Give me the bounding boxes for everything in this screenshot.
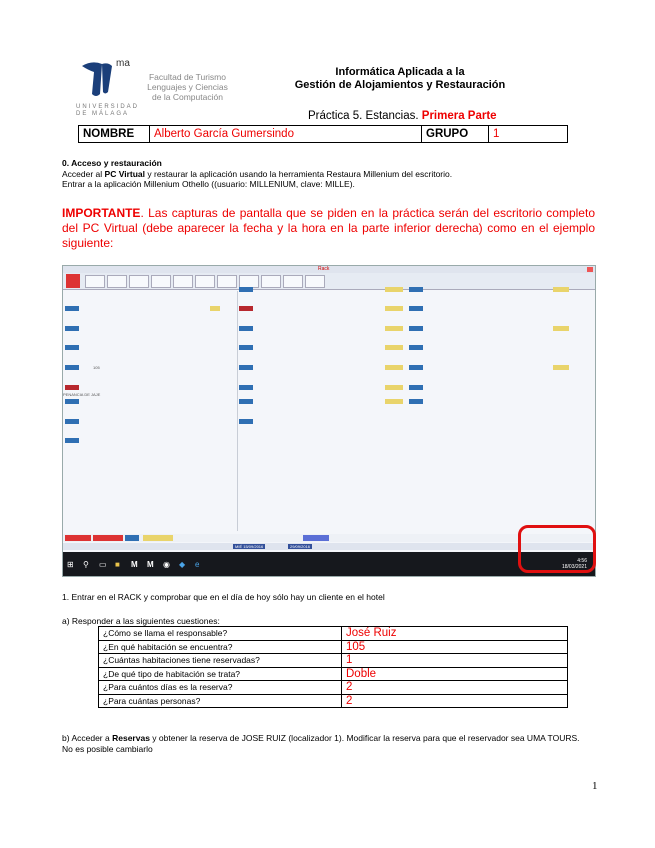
millenium-icon: M bbox=[131, 560, 138, 569]
room-number: 105 bbox=[93, 365, 100, 370]
table-row: ¿De qué tipo de habitación se trata? Doble bbox=[99, 667, 568, 681]
date-label: MIÉ 15/09/2016 bbox=[235, 544, 264, 549]
toolbar-button bbox=[85, 275, 105, 288]
taskbar bbox=[63, 552, 595, 576]
room-block bbox=[385, 385, 403, 390]
room-block bbox=[239, 287, 253, 292]
question-b: b) Acceder a Reservas y obtener la reserva de JOSE RUIZ (localizador 1). Modificar la reserva para que el reservador sea UMA TOURS. No es posible cambiarlo bbox=[62, 733, 580, 754]
toolbar-button bbox=[107, 275, 127, 288]
room-block bbox=[409, 345, 423, 350]
table-row: ¿Cuántas habitaciones tiene reservadas? 1 bbox=[99, 654, 568, 668]
room-block bbox=[553, 365, 569, 370]
room-block bbox=[385, 345, 403, 350]
questions-table bbox=[98, 626, 568, 708]
room-block bbox=[385, 365, 403, 370]
room-block bbox=[239, 385, 253, 390]
room-block bbox=[239, 419, 253, 424]
room-block bbox=[239, 345, 253, 350]
room-block bbox=[553, 326, 569, 331]
folder-icon: ■ bbox=[115, 560, 120, 569]
toolbar-button bbox=[283, 275, 303, 288]
page-number: 1 bbox=[592, 780, 598, 792]
university-name: UNIVERSIDAD DE MÁLAGA bbox=[76, 104, 140, 117]
grupo-label: GRUPO bbox=[422, 126, 489, 143]
room-block bbox=[65, 326, 79, 331]
legend-item bbox=[65, 535, 91, 541]
millenium-icon: M bbox=[147, 560, 154, 569]
room-block bbox=[409, 399, 423, 404]
important-label: IMPORTANTE bbox=[62, 206, 141, 220]
clock-highlight-circle bbox=[518, 525, 596, 573]
room-block bbox=[65, 365, 79, 370]
toolbar-button bbox=[261, 275, 281, 288]
room-block bbox=[409, 365, 423, 370]
legend-item bbox=[125, 535, 139, 541]
room-block bbox=[239, 326, 253, 331]
room-block bbox=[65, 385, 79, 390]
room-block bbox=[409, 306, 423, 311]
start-icon: ⊞ bbox=[67, 560, 74, 569]
room-block bbox=[65, 399, 79, 404]
nombre-value: Alberto García Gumersindo bbox=[150, 126, 422, 143]
app-icon: ◆ bbox=[179, 560, 186, 569]
date-bar bbox=[63, 543, 595, 550]
room-block bbox=[65, 345, 79, 350]
taskview-icon: ▭ bbox=[99, 560, 107, 569]
student-table bbox=[78, 125, 568, 143]
room-block bbox=[553, 287, 569, 292]
nombre-label: NOMBRE bbox=[79, 126, 150, 143]
question-a-intro: a) Responder a las siguientes cuestiones: bbox=[62, 616, 220, 626]
logo-text: ma bbox=[116, 58, 130, 69]
room-block bbox=[239, 399, 253, 404]
room-block bbox=[409, 385, 423, 390]
section-access: 0. Acceso y restauración Acceder al PC Virtual y restaurar la aplicación usando la herramienta Restaura Millenium del escritorio. Entrar a la aplicación Millenium Othello ((usuario: MILLENIUM, clave: MILLE). bbox=[62, 158, 602, 190]
room-block bbox=[385, 326, 403, 331]
room-block bbox=[65, 438, 79, 443]
table-row: ¿Cómo se llama el responsable? José Ruiz bbox=[99, 627, 568, 641]
room-block bbox=[65, 306, 79, 311]
app-icon: ◉ bbox=[163, 560, 170, 569]
toolbar-button bbox=[129, 275, 149, 288]
room-block bbox=[65, 419, 79, 424]
room-block bbox=[239, 365, 253, 370]
browser-icon: e bbox=[195, 560, 200, 569]
toolbar-button bbox=[173, 275, 193, 288]
grupo-value: 1 bbox=[489, 126, 568, 143]
table-row: ¿Para cuántos días es la reserva? 2 bbox=[99, 681, 568, 695]
room-block bbox=[385, 306, 403, 311]
question-1: 1. Entrar en el RACK y comprobar que en el día de hoy sólo hay un cliente en el hotel bbox=[62, 592, 385, 602]
practice-part: Primera Parte bbox=[421, 110, 497, 122]
rack-divider bbox=[237, 291, 238, 531]
toolbar-button bbox=[305, 275, 325, 288]
important-note: IMPORTANTE. Las capturas de pantalla que se piden en la práctica serán del escritorio completo del PC Virtual (debe aparecer la fecha y la hora en la parte inferior derecha) como en el ejemplo siguiente: bbox=[62, 206, 595, 250]
table-row: ¿Para cuántas personas? 2 bbox=[99, 694, 568, 708]
table-row: ¿En qué habitación se encuentra? 105 bbox=[99, 640, 568, 654]
room-block bbox=[210, 306, 220, 311]
university-logo bbox=[78, 58, 138, 100]
toolbar-button bbox=[195, 275, 215, 288]
practice-title: Práctica 5. Estancias. Primera Parte bbox=[308, 110, 497, 122]
room-block bbox=[409, 287, 423, 292]
legend-item bbox=[303, 535, 329, 541]
taskbar-clock: 4:56 18/03/2021 bbox=[561, 558, 587, 570]
search-icon: ⚲ bbox=[83, 560, 89, 569]
room-block bbox=[409, 326, 423, 331]
toolbar-button bbox=[151, 275, 171, 288]
reserva-label: PENANCIA DE JAJE bbox=[63, 392, 101, 397]
rack-screenshot bbox=[62, 265, 596, 577]
date-label: 29/09/2016 bbox=[290, 544, 311, 549]
window-title: Rack bbox=[318, 266, 330, 272]
room-block bbox=[239, 306, 253, 311]
room-block bbox=[385, 399, 403, 404]
faculty-name: Facultad de Turismo Lenguajes y Ciencias de la Computación bbox=[147, 72, 228, 102]
app-icon bbox=[66, 274, 80, 288]
section-heading: 0. Acceso y restauración bbox=[62, 158, 162, 168]
toolbar-button bbox=[217, 275, 237, 288]
course-title: Informática Aplicada a la Gestión de Alojamientos y Restauración bbox=[294, 66, 506, 91]
legend-item bbox=[93, 535, 123, 541]
close-icon bbox=[587, 267, 593, 272]
room-block bbox=[385, 287, 403, 292]
legend-item bbox=[143, 535, 173, 541]
